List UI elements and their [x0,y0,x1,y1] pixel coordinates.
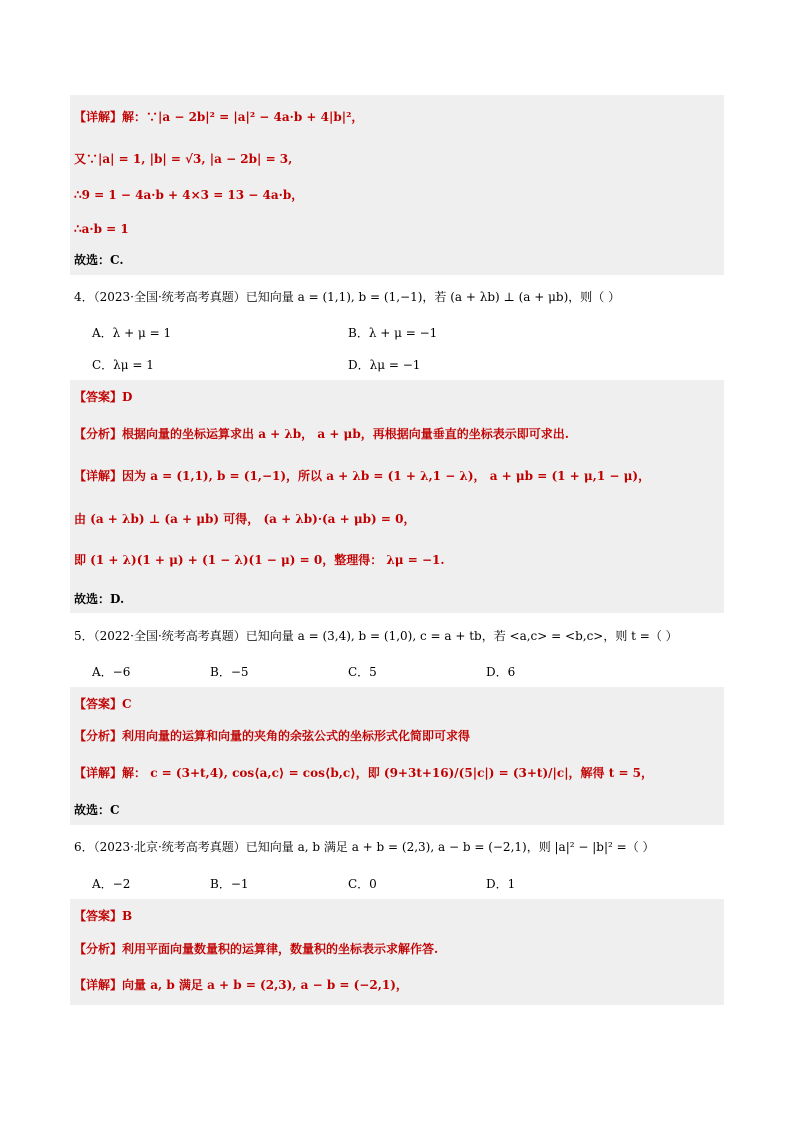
detail-text: ∴a·b = 1 [74,222,129,236]
detail-text: 解： c = (3+t,4), cos⟨a,c⟩ = cos⟨b,c⟩，即 (9+3t+16)/(5|c|) = (3+t)/|c|，解得 t = 5， [122,766,654,780]
analysis-text: 利用平面向量数量积的运算律，数量积的坐标表示求解作答. [122,942,439,956]
detail-line [74,510,415,528]
choose-text: 故选：D. [74,592,125,606]
q6-option-a: A．−2 [92,877,131,891]
q6-option-c: C．0 [348,877,377,891]
detail-text: 由 (a + λb) ⊥ (a + μb) 可得， (a + λb)·(a + μb) = 0， [74,512,416,526]
q4-option-d: D．λμ = −1 [348,358,421,372]
detail-line [74,976,408,994]
q4-option-c: C．λμ = 1 [92,358,154,372]
question-4-stem: 4．（2023·全国·统考高考真题）已知向量 a = (1,1), b = (1,−1)，若 (a + λb) ⊥ (a + μb)，则（ ） [74,290,621,304]
analysis-line [74,727,470,745]
answer-line [74,695,132,713]
choose-line [74,251,124,269]
answer-line [74,388,132,406]
detail-tag: 【详解】 [74,110,123,124]
question-5-stem: 5．（2022·全国·统考高考真题）已知向量 a = (3,4), b = (1,0), c = a + tb，若 <a,c> = <b,c>，则 t =（ ） [74,629,678,643]
detail-text: 解：∵|a − 2b|² = |a|² − 4a·b + 4|b|²， [122,110,364,124]
detail-line [74,220,129,238]
analysis-line [74,940,438,958]
detail-line [74,467,650,485]
detail-text: 又∵|a| = 1, |b| = √3, |a − 2b| = 3, [74,152,293,166]
detail-text: ∴9 = 1 − 4a·b + 4×3 = 13 − 4a·b， [74,188,304,202]
answer-tag: 【答案】 [74,390,123,404]
detail-text: 因为 a = (1,1), b = (1,−1)，所以 a + λb = (1 + λ,1 − λ)， a + μb = (1 + μ,1 − μ)， [122,469,651,483]
q5-option-a: A．−6 [92,665,131,679]
analysis-line [74,425,569,443]
detail-tag: 【详解】 [74,469,123,483]
question-6-stem: 6．（2023·北京·统考高考真题）已知向量 a, b 满足 a + b = (2,3), a − b = (−2,1)，则 |a|² − |b|² =（ ） [74,840,655,854]
choose-line [74,801,120,819]
detail-line [74,186,303,204]
answer-line [74,907,132,925]
analysis-tag: 【分析】 [74,427,123,441]
detail-tag: 【详解】 [74,766,123,780]
answer-tag: 【答案】 [74,909,123,923]
q6-option-b: B．−1 [210,877,249,891]
detail-line [74,551,445,569]
choose-text: 故选：C. [74,253,124,267]
answer-value: C [122,697,132,711]
analysis-text: 利用向量的运算和向量的夹角的余弦公式的坐标形式化简即可求得 [122,729,471,743]
analysis-text: 根据向量的坐标运算求出 a + λb， a + μb，再根据向量垂直的坐标表示即可求出. [122,427,569,441]
q5-option-b: B．−5 [210,665,249,679]
choose-text: 故选：C [74,803,120,817]
answer-tag: 【答案】 [74,697,123,711]
q4-option-a: A．λ + μ = 1 [92,326,172,340]
detail-line [74,108,363,126]
detail-tag: 【详解】 [74,978,123,992]
analysis-tag: 【分析】 [74,729,123,743]
detail-text: 向量 a, b 满足 a + b = (2,3), a − b = (−2,1)， [122,978,408,992]
answer-block-q5 [70,687,724,825]
choose-line [74,590,124,608]
analysis-tag: 【分析】 [74,942,123,956]
detail-text: 即 (1 + λ)(1 + μ) + (1 − λ)(1 − μ) = 0，整理得： λμ = −1. [74,553,445,567]
detail-line [74,764,653,782]
q5-option-d: D．6 [486,665,516,679]
answer-value: B [122,909,133,923]
answer-block-q4 [70,380,724,613]
q6-option-d: D．1 [486,877,516,891]
q5-option-c: C．5 [348,665,377,679]
answer-value: D [122,390,133,404]
detail-line [74,150,292,168]
q4-option-b: B．λ + μ = −1 [348,326,438,340]
